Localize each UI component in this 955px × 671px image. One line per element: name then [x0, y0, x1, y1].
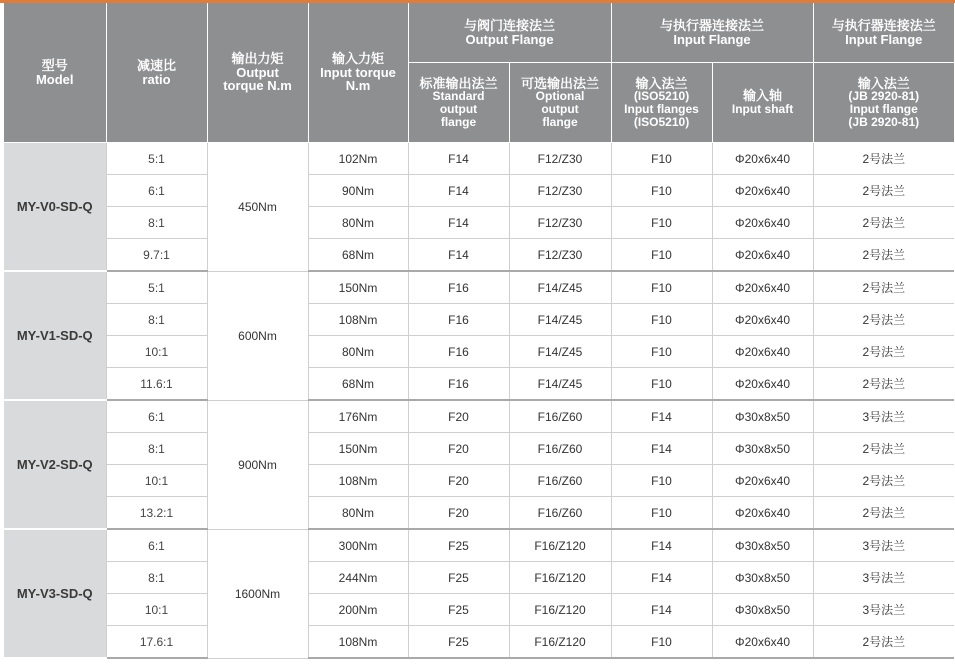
std-flange-cell: F16 — [408, 336, 509, 368]
opt-flange-cell: F12/Z30 — [509, 239, 611, 272]
jb-flange-cell: 2号法兰 — [813, 626, 954, 659]
std-flange-cell: F25 — [408, 594, 509, 626]
table-row — [4, 433, 954, 465]
model-cell: MY-V1-SD-Q — [4, 271, 106, 400]
table-row — [4, 626, 954, 659]
jb-flange-cell: 3号法兰 — [813, 529, 954, 562]
std-flange-cell: F20 — [408, 497, 509, 530]
input-torque-cell: 200Nm — [308, 594, 408, 626]
model-cell: MY-V2-SD-Q — [4, 400, 106, 529]
header-input-flange-zh: 输入法兰 — [635, 75, 688, 91]
opt-flange-cell: F16/Z60 — [509, 497, 611, 530]
header-input-torque — [308, 3, 408, 143]
std-flange-cell: F25 — [408, 626, 509, 659]
jb-flange-cell: 2号法兰 — [813, 175, 954, 207]
input-torque-cell: 150Nm — [308, 433, 408, 465]
jb-flange-cell: 2号法兰 — [813, 433, 954, 465]
iso-flange-cell: F14 — [611, 594, 712, 626]
opt-flange-cell: F14/Z45 — [509, 336, 611, 368]
jb-flange-cell: 2号法兰 — [813, 465, 954, 497]
header-input-flange-jb-zh: 输入法兰 — [857, 75, 910, 91]
std-flange-cell: F14 — [408, 207, 509, 239]
header-output-torque — [207, 3, 308, 143]
iso-flange-cell: F10 — [611, 271, 712, 304]
opt-flange-cell: F16/Z60 — [509, 465, 611, 497]
iso-flange-cell: F10 — [611, 465, 712, 497]
table-row — [4, 400, 954, 433]
header-actuator-flange-zh: 与执行器连接法兰 — [660, 17, 765, 33]
jb-flange-cell: 3号法兰 — [813, 400, 954, 433]
header-valve-flange-zh: 与阀门连接法兰 — [464, 17, 556, 33]
header-ratio — [106, 3, 207, 143]
table-row — [4, 143, 954, 175]
iso-flange-cell: F14 — [611, 400, 712, 433]
iso-flange-cell: F10 — [611, 143, 712, 175]
header-opt-output-en2: output — [541, 102, 579, 117]
jb-flange-cell: 3号法兰 — [813, 562, 954, 594]
ratio-cell: 8:1 — [106, 304, 207, 336]
header-actuator-flange-group-2 — [813, 3, 954, 63]
header-optional-output-flange — [509, 63, 611, 143]
input-torque-cell: 176Nm — [308, 400, 408, 433]
header-input-flange-en1: (ISO5210) — [633, 89, 690, 104]
input-shaft-cell: Φ30x8x50 — [712, 594, 813, 626]
output-torque-cell: 1600Nm — [207, 529, 308, 658]
input-shaft-cell: Φ30x8x50 — [712, 562, 813, 594]
input-torque-cell: 102Nm — [308, 143, 408, 175]
std-flange-cell: F16 — [408, 368, 509, 401]
header-actuator-flange2-en: Input Flange — [845, 31, 923, 47]
opt-flange-cell: F16/Z120 — [509, 529, 611, 562]
ratio-cell: 10:1 — [106, 336, 207, 368]
header-input-shaft-zh: 输入轴 — [743, 88, 783, 104]
header-model — [4, 3, 106, 143]
std-flange-cell: F14 — [408, 175, 509, 207]
input-torque-cell: 150Nm — [308, 271, 408, 304]
header-actuator-flange-en: Input Flange — [673, 31, 751, 47]
input-shaft-cell: Φ20x6x40 — [712, 465, 813, 497]
spec-table-body — [4, 143, 954, 659]
input-torque-cell: 108Nm — [308, 626, 408, 659]
output-torque-cell: 450Nm — [207, 143, 308, 272]
header-input-flange-jb-en2: Input flange — [849, 102, 918, 117]
jb-flange-cell: 2号法兰 — [813, 368, 954, 401]
opt-flange-cell: F12/Z30 — [509, 175, 611, 207]
header-standard-output-flange — [408, 63, 509, 143]
iso-flange-cell: F10 — [611, 207, 712, 239]
input-shaft-cell: Φ20x6x40 — [712, 239, 813, 272]
table-row — [4, 562, 954, 594]
input-torque-cell: 244Nm — [308, 562, 408, 594]
header-model-zh: 型号 — [41, 57, 68, 73]
ratio-cell: 17.6:1 — [106, 626, 207, 659]
ratio-cell: 8:1 — [106, 562, 207, 594]
model-cell: MY-V3-SD-Q — [4, 529, 106, 658]
ratio-cell: 10:1 — [106, 465, 207, 497]
ratio-cell: 13.2:1 — [106, 497, 207, 530]
jb-flange-cell: 2号法兰 — [813, 497, 954, 530]
table-row — [4, 304, 954, 336]
iso-flange-cell: F10 — [611, 304, 712, 336]
header-ratio-en: ratio — [142, 71, 171, 87]
std-flange-cell: F25 — [408, 529, 509, 562]
std-flange-cell: F25 — [408, 562, 509, 594]
input-shaft-cell: Φ20x6x40 — [712, 304, 813, 336]
ratio-cell: 6:1 — [106, 400, 207, 433]
std-flange-cell: F16 — [408, 271, 509, 304]
header-model-en: Model — [35, 71, 74, 87]
table-row — [4, 529, 954, 562]
std-flange-cell: F14 — [408, 143, 509, 175]
std-flange-cell: F16 — [408, 304, 509, 336]
ratio-cell: 8:1 — [106, 433, 207, 465]
input-torque-cell: 68Nm — [308, 368, 408, 401]
opt-flange-cell: F14/Z45 — [509, 304, 611, 336]
ratio-cell: 10:1 — [106, 594, 207, 626]
jb-flange-cell: 2号法兰 — [813, 239, 954, 272]
header-ratio-zh: 减速比 — [136, 57, 176, 73]
header-opt-output-en1: Optional — [535, 89, 585, 104]
table-row — [4, 271, 954, 304]
header-input-flange-jb — [813, 63, 954, 143]
opt-flange-cell: F14/Z45 — [509, 271, 611, 304]
input-shaft-cell: Φ20x6x40 — [712, 143, 813, 175]
header-input-flange-en3: (ISO5210) — [633, 114, 690, 129]
ratio-cell: 9.7:1 — [106, 239, 207, 272]
table-row — [4, 239, 954, 272]
input-torque-cell: 300Nm — [308, 529, 408, 562]
ratio-cell: 6:1 — [106, 175, 207, 207]
header-valve-flange-en: Output Flange — [465, 31, 554, 47]
header-input-torque-en1: Input torque — [320, 64, 396, 80]
opt-flange-cell: F16/Z120 — [509, 562, 611, 594]
iso-flange-cell: F10 — [611, 368, 712, 401]
ratio-cell: 6:1 — [106, 529, 207, 562]
opt-flange-cell: F16/Z60 — [509, 433, 611, 465]
spec-table — [4, 3, 954, 659]
header-input-flange-jb-en3: (JB 2920-81) — [848, 114, 920, 129]
header-actuator-flange-group — [611, 3, 813, 63]
input-torque-cell: 68Nm — [308, 239, 408, 272]
output-torque-cell: 600Nm — [207, 271, 308, 400]
input-torque-cell: 90Nm — [308, 175, 408, 207]
jb-flange-cell: 2号法兰 — [813, 271, 954, 304]
ratio-cell: 5:1 — [106, 271, 207, 304]
input-shaft-cell: Φ20x6x40 — [712, 271, 813, 304]
input-torque-cell: 80Nm — [308, 336, 408, 368]
header-std-output-en2: output — [439, 102, 478, 117]
header-valve-flange-group — [408, 3, 611, 63]
header-std-output-en3: flange — [440, 114, 477, 129]
input-torque-cell: 80Nm — [308, 497, 408, 530]
iso-flange-cell: F10 — [611, 497, 712, 530]
opt-flange-cell: F16/Z120 — [509, 626, 611, 659]
ratio-cell: 5:1 — [106, 143, 207, 175]
input-shaft-cell: Φ20x6x40 — [712, 626, 813, 659]
input-torque-cell: 108Nm — [308, 465, 408, 497]
opt-flange-cell: F12/Z30 — [509, 207, 611, 239]
std-flange-cell: F14 — [408, 239, 509, 272]
jb-flange-cell: 3号法兰 — [813, 594, 954, 626]
input-torque-cell: 80Nm — [308, 207, 408, 239]
header-input-flange-en2: Input flanges — [624, 102, 699, 117]
input-shaft-cell: Φ20x6x40 — [712, 368, 813, 401]
opt-flange-cell: F16/Z120 — [509, 594, 611, 626]
opt-flange-cell: F12/Z30 — [509, 143, 611, 175]
model-cell: MY-V0-SD-Q — [4, 143, 106, 272]
iso-flange-cell: F14 — [611, 529, 712, 562]
input-shaft-cell: Φ20x6x40 — [712, 336, 813, 368]
std-flange-cell: F20 — [408, 465, 509, 497]
table-row — [4, 497, 954, 530]
input-shaft-cell: Φ20x6x40 — [712, 497, 813, 530]
header-input-torque-zh: 输入力矩 — [331, 51, 384, 67]
std-flange-cell: F20 — [408, 433, 509, 465]
input-torque-cell: 108Nm — [308, 304, 408, 336]
table-row — [4, 207, 954, 239]
output-torque-cell: 900Nm — [207, 400, 308, 529]
header-std-output-zh: 标准输出法兰 — [419, 75, 498, 91]
iso-flange-cell: F10 — [611, 175, 712, 207]
header-output-torque-en2: torque N.m — [223, 78, 292, 94]
jb-flange-cell: 2号法兰 — [813, 143, 954, 175]
iso-flange-cell: F14 — [611, 562, 712, 594]
table-row — [4, 175, 954, 207]
table-row — [4, 336, 954, 368]
header-input-flange-iso — [611, 63, 712, 143]
input-shaft-cell: Φ30x8x50 — [712, 433, 813, 465]
iso-flange-cell: F10 — [611, 626, 712, 659]
input-shaft-cell: Φ30x8x50 — [712, 529, 813, 562]
table-row — [4, 594, 954, 626]
header-output-torque-zh: 输出力矩 — [231, 51, 284, 67]
jb-flange-cell: 2号法兰 — [813, 207, 954, 239]
header-input-flange-jb-en1: (JB 2920-81) — [848, 89, 920, 104]
opt-flange-cell: F16/Z60 — [509, 400, 611, 433]
header-opt-output-en3: flange — [542, 114, 578, 129]
std-flange-cell: F20 — [408, 400, 509, 433]
jb-flange-cell: 2号法兰 — [813, 304, 954, 336]
header-opt-output-zh: 可选输出法兰 — [521, 75, 600, 91]
input-shaft-cell: Φ20x6x40 — [712, 175, 813, 207]
header-input-torque-en2: N.m — [345, 78, 371, 94]
header-input-shaft — [712, 63, 813, 143]
input-shaft-cell: Φ30x8x50 — [712, 400, 813, 433]
header-actuator-flange2-zh: 与执行器连接法兰 — [831, 17, 936, 33]
opt-flange-cell: F14/Z45 — [509, 368, 611, 401]
header-output-torque-en1: Output — [236, 64, 279, 80]
table-row — [4, 368, 954, 401]
ratio-cell: 8:1 — [106, 207, 207, 239]
header-input-shaft-en: Input shaft — [731, 102, 794, 117]
jb-flange-cell: 2号法兰 — [813, 336, 954, 368]
iso-flange-cell: F14 — [611, 433, 712, 465]
iso-flange-cell: F10 — [611, 336, 712, 368]
ratio-cell: 11.6:1 — [106, 368, 207, 401]
table-row — [4, 465, 954, 497]
input-shaft-cell: Φ20x6x40 — [712, 207, 813, 239]
header-std-output-en1: Standard — [432, 89, 485, 104]
iso-flange-cell: F10 — [611, 239, 712, 272]
